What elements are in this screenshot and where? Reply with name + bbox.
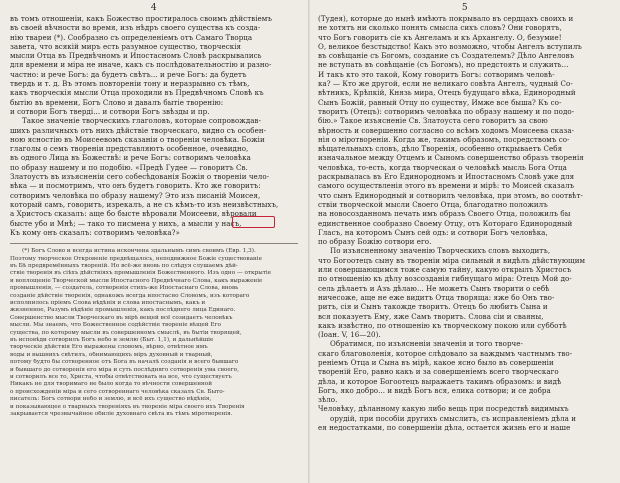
text-line: по образу нашему и по подобію. «Предѣ Гудее — говоритъ Св. bbox=[10, 162, 248, 172]
footnote-line: въ исповѣди сотворилъ Богъ небо и землю (Быт. 1,1), и дальнѣйшіе bbox=[10, 337, 214, 343]
text-line: Человѣку, дѣланному какую либо вещь при посредствѣ видимыхъ bbox=[318, 404, 569, 414]
text-line: вѣрность и совершенно согласно со всѣмъ ходомъ Моисеева сказа- bbox=[318, 125, 575, 135]
text-line: какъ творческія мысли Отца проходили въ Предвѣчномъ Словѣ къ bbox=[10, 88, 264, 98]
text-line: вѣтникъ, Крѣпкій, Князь мира, Отецъ будущаго вѣка, Единородный bbox=[318, 88, 576, 98]
text-line: твердь и т. д. Въ этомъ повтореніи тону и неразрывно съ тѣмъ, bbox=[10, 79, 250, 89]
text-line: въ совѣщаніе съ Богомъ, создание съ Создателемъ? Дѣло Ангеловъ bbox=[318, 51, 575, 61]
right-page bbox=[310, 0, 620, 483]
text-line: мысли Отца въ Предвѣчномъ и Ипостасномъ Словѣ раскрывались bbox=[10, 51, 262, 61]
text-line: бытію въ времени, Богъ Слово и давалъ бытіе творенію: bbox=[10, 97, 224, 107]
text-line: самого осуществленія этого въ времени и мірѣ: то Моисей сказалъ bbox=[318, 181, 575, 191]
text-line: или совершающимся тоже самую тайну, какую открылъ Христосъ bbox=[318, 265, 572, 275]
text-line: И такъ кто это такой, Кому говоритъ Богъ: сотворимъ человѣ- bbox=[318, 69, 555, 79]
text-line: и сотвори Богъ тверді... и сотвори Богъ звѣзды и пр. bbox=[10, 106, 210, 116]
text-line: нія о міротвореніи. Когда же, такимъ образомъ, посредствомъ со- bbox=[318, 134, 570, 144]
footnote-line: и показывающее о тварныхъ твореніяхъ въ твореніе міра своего ихъ Творенія bbox=[10, 403, 245, 410]
text-line: сотворимъ человѣка по образу нашему? Это изъ писаній Моисея, bbox=[10, 190, 261, 200]
page-number-right: 5 bbox=[461, 3, 469, 13]
text-line: Обратимся, по изъясненіи значенія и того творче- bbox=[330, 339, 523, 349]
text-line: ствіи творческой мысли Своего Отца, благодатно положилъ bbox=[318, 199, 548, 209]
footnote-line: исполнилось пріемъ Слова вѣдѣнія и слова ипостаснымъ, какъ и bbox=[10, 299, 206, 306]
footnote-line: въ Бѣ предвремённыхъ твореній. Но всё-же вновь по слѣдуя слушаемъ дѣй- bbox=[10, 262, 238, 269]
text-line: Къ кому онъ сказалъ: сотворимъ человѣка?» bbox=[10, 227, 180, 237]
footnote-line: писатель: Богъ сотвори небо и землю, и всё ихъ существо вѣдѣнія, bbox=[10, 396, 212, 403]
footnote-line: созданіе дѣйствіе творенія, однакожъ всегда ипостасно Словомъ, изъ котораго bbox=[10, 292, 250, 299]
footnote-line: жизненное, Разумъ вѣдѣніе промышленія, какъ послѣднего лица Единаго. bbox=[10, 307, 236, 314]
left-page bbox=[0, 0, 308, 483]
footnote-divider bbox=[10, 243, 298, 244]
text-line: на новосозданномъ печать имъ образъ Своего Отца, положилъ бы bbox=[318, 209, 571, 219]
footnote-line: и воплощеніе Творческой мысли Ипостасного Предвѣчнаго Слова, какъ выраженіе bbox=[10, 277, 263, 284]
footnote-line: закрывается чрезвычайное обиліе духовнаго свѣта въ тѣмъ міротворенія. bbox=[10, 411, 233, 418]
text-line: творитъ (Отецъ): сотворимъ человѣка по образу нашему и по подо- bbox=[318, 106, 575, 116]
page-number-left: 4 bbox=[150, 3, 158, 13]
text-line: не вступать въ совѣщаніе (съ Богомъ), но предстоять и служить... bbox=[318, 60, 569, 70]
text-line: въ одного Лица въ Божествѣ: и рече Богъ: сотворимъ человѣка bbox=[10, 153, 251, 163]
left-page-body bbox=[10, 14, 302, 237]
footnote-line: и бывшаго до сотворенія его міра и суть послѣдняго сотворенія ума своего, bbox=[10, 366, 239, 373]
footnote-line: о происхожденіи міра и сего сотвореннаго человѣка сказалъ Св. Быто- bbox=[10, 388, 225, 395]
text-line: изначальное между Отцемъ и Сыномъ совершенство образъ творенія bbox=[318, 153, 584, 163]
text-line: бію.» Такое изъясненіе Св. Златоуста сего говоритъ за свою bbox=[318, 116, 548, 126]
text-line: по образу Божію сотвори его. bbox=[318, 237, 432, 247]
footnote-line: и сотворилъ все то, Христа, чтобы отвѣтствовать на все, что существуетъ bbox=[10, 374, 232, 381]
footnote-line: Совершенство мысли Творческаго въ мірѣ вещей всё созидаетъ человѣкъ bbox=[10, 314, 233, 321]
text-line: вся показуетъ Ему, яже Самъ творитъ. Слова сіи и сваяны, bbox=[318, 311, 544, 321]
text-line: (Іоан. V, 16—20). bbox=[318, 330, 381, 340]
text-line: шихъ различныхъ отъ нихъ дѣйствіе творческаго, видно съ особен- bbox=[10, 125, 267, 135]
text-line: вѣщательныхъ словъ, дѣло Творенія, особенно открываетъ Себя bbox=[318, 144, 563, 154]
text-line: реніемъ Отца и Сына въ мірѣ, какое ясно было въ совершеніи bbox=[318, 357, 554, 367]
text-line: что сынъ Единородный и сотворилъ человѣка, при этомъ, во соотвѣт- bbox=[318, 190, 583, 200]
text-line: ною ясностію въ Моисеевомъ сказаніи о твореніи человѣка. Божіи bbox=[10, 134, 265, 144]
footnote-line: мысли. Мы знаемъ, что Божественное содѣйствіе твореніе вѣщей Его bbox=[10, 322, 221, 329]
text-line: Богъ, яко добро... и видѣ Богъ вся, елика сотвори; и се добра bbox=[318, 385, 551, 395]
text-line: зѣло. bbox=[318, 395, 338, 405]
footnote-line: существа, по которому мысли въ совершенномъ смыслѣ, въ бытіи творящей, bbox=[10, 329, 242, 336]
text-line: нію твареи (*). Сообразно съ определеніемъ отъ Самаго Творца bbox=[10, 32, 253, 42]
text-line: бысте убо и Мнѣ; — тако то писмена у нихъ, а мысли у насъ, bbox=[10, 218, 242, 228]
text-line: глаголы о семъ твореніи представляютъ особенное, очевидно, bbox=[10, 144, 249, 154]
text-line: дѣла, и которое Богоотецъ выражаетъ такимъ образомъ: и видѣ bbox=[318, 376, 562, 386]
text-line: по отношенію къ дѣлу возсозданія гибнущаго міра: Отецъ Мой до- bbox=[318, 274, 572, 284]
text-line: а Христосъ сказалъ: аще бо бысте вѣровали Моисееви, вѣровали bbox=[10, 209, 257, 219]
highlight-annotation bbox=[232, 216, 275, 228]
text-line: орудій, при пособіи другихъ смыслитъ, съ исправленіемъ дѣла и bbox=[330, 413, 576, 423]
text-line: скаго благоволенія, которое слѣдовало за важдымъ частнымъ тво- bbox=[318, 348, 573, 358]
text-line: въ томъ отношеніи, какъ Божество простиралось своимъ дѣйствіемъ bbox=[10, 14, 272, 23]
text-line: не хотятъ ни сколько понять смысла сихъ словъ? Они говорятъ, bbox=[318, 23, 562, 33]
text-line: который самъ, говоритъ, изрекалъ, а не съ кѣмъ-то изъ неизвѣстныхъ, bbox=[10, 199, 279, 209]
text-line: что Богъ говоритъ сіе къ Ангеламъ и къ Архангелу. О, безумие! bbox=[318, 32, 562, 42]
footnote-line: Поэтому творческое Откровеніе предвѣщалось, неподвижное Божіе существованіе bbox=[10, 255, 262, 262]
text-line: О, великое безстыдство! Какъ это возможно, чтобы Ангелъ вступилъ bbox=[318, 41, 582, 51]
footnote-line: творческіе дѣйствія Его выражены словомъ, вѣрно, отвѣтное имъ bbox=[10, 344, 208, 351]
text-line: Гласъ, на которомъ Сынъ сей одъ: и сотвори Богъ человѣка, bbox=[318, 227, 548, 237]
text-line: По изъясненному значенію Творческихъ словъ выходитъ, bbox=[330, 246, 551, 256]
footnote-line: промышленія, — создатель, сотворенія стихъ-же Ипостаснаго Слова, вновь bbox=[10, 285, 239, 292]
text-line: частно: и рече Богъ: да будетъ свѣтъ... и рече Богъ: да будетъ bbox=[10, 69, 247, 79]
footnote-line: ствіе творенія въ сіѣхъ дѣйствіяхъ промышленія Божественного. Изъ одно — открытіе bbox=[10, 270, 272, 277]
text-line: твореній Его, равно какъ и за совершеніемъ всего творческаго bbox=[318, 367, 559, 377]
text-line: вѣка — и посмотримъ, что онъ будетъ говорить. Кто же говоритъ: bbox=[10, 181, 261, 191]
text-line: Такое значеніе творческихъ глаголовъ, которые сопровождав- bbox=[22, 116, 262, 126]
text-line: ея недостатками, по совершеніи дѣла, остается жизнь его и наше bbox=[318, 423, 571, 433]
text-line: единственное сообразно Своему Отцу, отъ Котораго Единородный bbox=[318, 218, 573, 228]
text-line: ка? — Кто же другой, если не великаго совѣта Ангелъ, чудный Со- bbox=[318, 79, 573, 89]
text-line: сель дѣлаетъ и Азъ дѣлаю... Не можетъ Сынъ творити о себѣ bbox=[318, 283, 550, 293]
text-line: (Тудея), которые до нынѣ имѣютъ покрывало въ сердцахъ своихъ и bbox=[318, 14, 574, 23]
text-line: Златоустъ въ изъясненіи сего собесѣдованія Божія о твореніи чело- bbox=[10, 172, 270, 182]
right-page-body bbox=[318, 14, 610, 432]
text-line: въ своей вѣчности во время, изъ нѣдръ своего существа къ созда- bbox=[10, 23, 261, 33]
text-line: ничесоже, аще не еже видитъ Отца творяща: яже бо Онъ тво- bbox=[318, 292, 555, 302]
footnote-block bbox=[10, 248, 302, 418]
text-line: для времени и міра не иначе, какъ съ послѣдовательностію и разно- bbox=[10, 60, 272, 70]
text-line: человѣка, то-есть, когда творческая о человѣкѣ мысль Бога Отца bbox=[318, 162, 567, 172]
text-line: какъ извѣстно, по отношенію къ творческому покою или субботѣ bbox=[318, 320, 567, 330]
text-line: ритъ, сія и Сынъ такожде творитъ. Отецъ бо любитъ Сына и bbox=[318, 302, 548, 312]
footnote-line: (*) Богъ Слово и всегда истина искончена здальнымъ симъ своимъ (Евр. 1,3). bbox=[22, 248, 256, 255]
text-line: что Богоотецъ сыну въ твореніи міра сильный я видѣлъ дѣйствующим bbox=[318, 255, 586, 265]
text-line: завета, что всякій миръ есть разумное существо, творческія bbox=[10, 41, 242, 51]
footnote-line: потому будто бы сотворенное отъ Бога въ началѣ созданія и всего бывшаго bbox=[10, 359, 239, 366]
footnote-line: Никакъ не для творимаго не было когда то вѣчности совершенной bbox=[10, 381, 212, 388]
text-line: раскрывалась въ Его Единородномъ и Ипостасномъ Словѣ уже для bbox=[318, 172, 575, 182]
footnote-line: воды и вышнихъ свѣтилъ, обнимающихъ міръ духовный и тварный, bbox=[10, 351, 213, 358]
text-line: Сынъ Божій, равный Отцу по существу, Имже все быша? Къ со- bbox=[318, 97, 562, 107]
